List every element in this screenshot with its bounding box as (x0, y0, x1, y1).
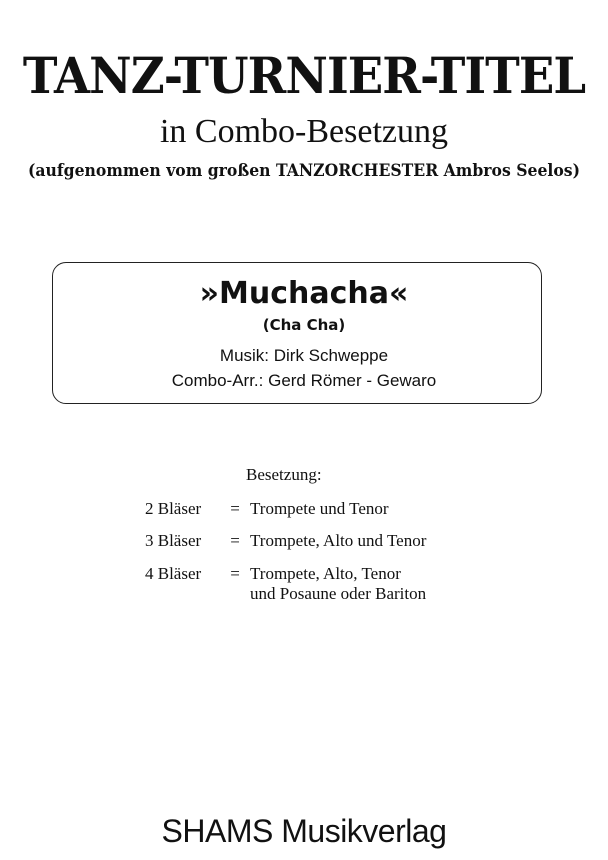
publisher-name: SHAMS Musikverlag (161, 813, 447, 849)
instrumentation-description: Trompete und Tenor (250, 499, 389, 518)
instrumentation-description: Trompete, Alto, Tenor (250, 564, 401, 583)
song-style: (Cha Cha) (262, 316, 346, 334)
equals-sign: = (230, 564, 240, 583)
recording-note: (aufgenommen vom großen TANZORCHESTER Ambros Seelos) (28, 161, 580, 181)
equals-sign: = (230, 499, 240, 518)
instrumentation-count: 2 Bläser (145, 499, 202, 518)
instrumentation-count: 4 Bläser (145, 564, 202, 583)
subtitle: in Combo-Besetzung (159, 113, 449, 150)
instrumentation-description: Trompete, Alto und Tenor (250, 531, 427, 550)
arranger-credit: Combo-Arr.: Gerd Römer - Gewaro (171, 371, 437, 390)
equals-sign: = (230, 531, 240, 550)
instrumentation-description-continued: und Posaune oder Bariton (250, 584, 427, 603)
composer-credit: Musik: Dirk Schweppe (219, 346, 389, 365)
instrumentation-count: 3 Bläser (145, 531, 202, 550)
song-title: »Muchacha« (199, 276, 409, 311)
main-title: TANZ-TURNIER-TITEL (22, 46, 586, 105)
instrumentation-heading: Besetzung: (246, 465, 322, 484)
